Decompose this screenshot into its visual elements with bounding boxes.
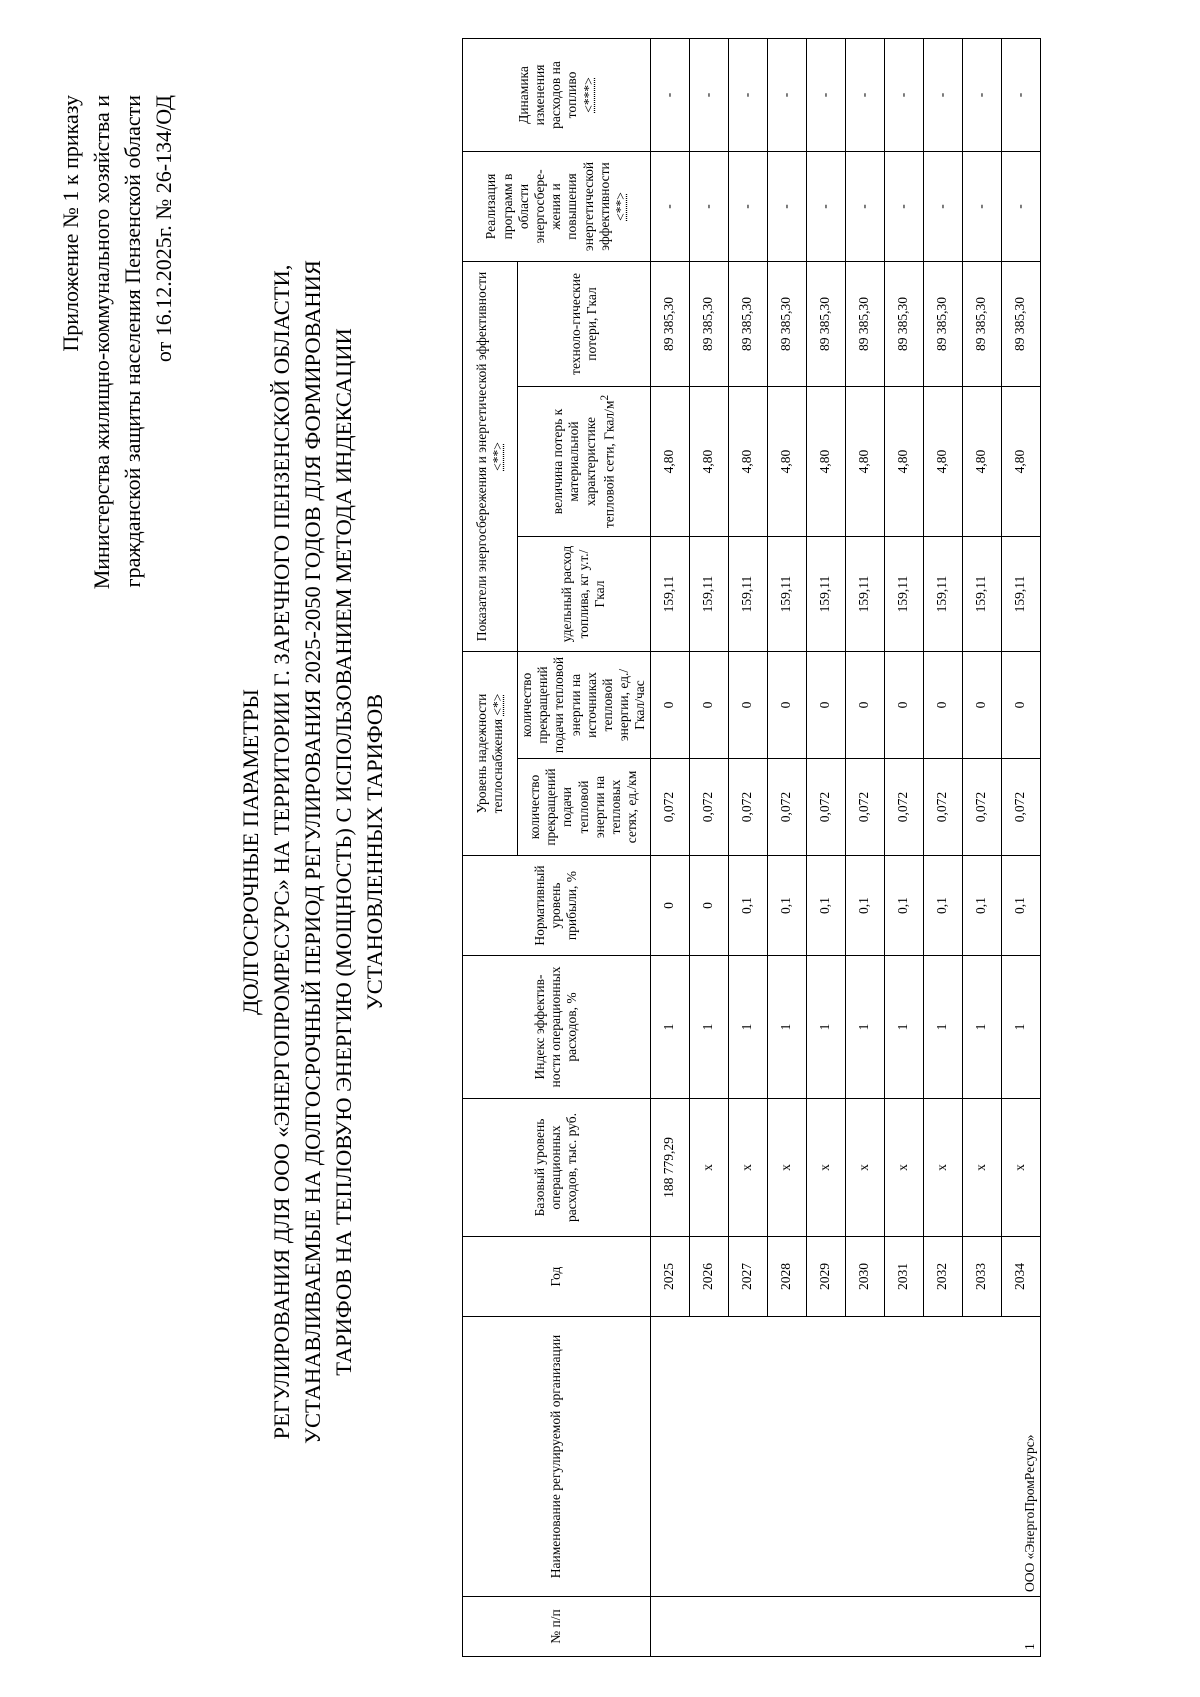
cell-loss-ratio: 4,80 — [650, 387, 689, 537]
cell-rel-network: 0,072 — [845, 759, 884, 856]
cell-tech-losses: 89 385,30 — [962, 261, 1001, 386]
cell-fuel-rate: 159,11 — [962, 537, 1001, 652]
cell-programs: - — [962, 151, 1001, 261]
cell-tech-losses: 89 385,30 — [806, 261, 845, 386]
cell-programs: - — [845, 151, 884, 261]
efficiency-label: Показатели энергосбережения и энергетической эффективности — [473, 271, 489, 642]
cell-fuel-rate: 159,11 — [884, 537, 923, 652]
reliability-label: Уровень надежности теплоснабжения — [473, 693, 505, 814]
cell-year: 2026 — [689, 1237, 728, 1317]
cell-rel-source: 0 — [845, 652, 884, 759]
programs-label: Реализация программ в области энергосбере-жения и повышения энергетической эффективности — [483, 161, 612, 252]
cell-fuel-dynamics: - — [884, 38, 923, 151]
cell-base: 188 779,29 — [650, 1099, 689, 1237]
cell-base: x — [884, 1099, 923, 1237]
appendix-note — [55, 95, 179, 589]
cell-profit: 0,1 — [767, 856, 806, 956]
cell-rel-source: 0 — [728, 652, 767, 759]
header-energy-efficiency — [463, 261, 518, 651]
cell-programs: - — [767, 151, 806, 261]
cell-base: x — [806, 1099, 845, 1237]
cell-index: 1 — [845, 956, 884, 1099]
cell-rel-network: 0,072 — [689, 759, 728, 856]
cell-profit: 0,1 — [806, 856, 845, 956]
header-fuel-dynamics — [463, 38, 651, 151]
appendix-line: от 16.12.2025г. № 26-134/ОД — [151, 95, 176, 363]
cell-index: 1 — [728, 956, 767, 1099]
cell-loss-ratio: 4,80 — [1001, 387, 1040, 537]
header-rel-network: количество прекращений подачи тепловой энергии на тепловых сетях, ед./км — [518, 759, 651, 856]
cell-loss-ratio: 4,80 — [884, 387, 923, 537]
cell-index: 1 — [767, 956, 806, 1099]
cell-base: x — [689, 1099, 728, 1237]
reliability-ref: <*> — [490, 693, 505, 716]
table-row — [650, 38, 689, 1656]
header-tech-losses: техноло-гические потери, Гкал — [518, 261, 651, 386]
document-title — [235, 117, 390, 1587]
cell-rel-network: 0,072 — [767, 759, 806, 856]
cell-fuel-rate: 159,11 — [767, 537, 806, 652]
cell-rel-source: 0 — [884, 652, 923, 759]
cell-tech-losses: 89 385,30 — [923, 261, 962, 386]
cell-rel-network: 0,072 — [1001, 759, 1040, 856]
cell-index: 1 — [923, 956, 962, 1099]
cell-programs: - — [689, 151, 728, 261]
cell-tech-losses: 89 385,30 — [728, 261, 767, 386]
row-number: 1 — [650, 1597, 1040, 1657]
cell-rel-network: 0,072 — [650, 759, 689, 856]
cell-fuel-rate: 159,11 — [689, 537, 728, 652]
parameters-table — [462, 38, 1041, 1657]
cell-fuel-dynamics: - — [767, 38, 806, 151]
cell-rel-network: 0,072 — [728, 759, 767, 856]
cell-year: 2029 — [806, 1237, 845, 1317]
cell-fuel-dynamics: - — [962, 38, 1001, 151]
cell-programs: - — [923, 151, 962, 261]
cell-tech-losses: 89 385,30 — [845, 261, 884, 386]
cell-year: 2030 — [845, 1237, 884, 1317]
loss-label: величина потерь к материальной характеристике тепловой сети, Гкал/м — [550, 400, 617, 529]
cell-year: 2031 — [884, 1237, 923, 1317]
cell-profit: 0,1 — [845, 856, 884, 956]
cell-index: 1 — [1001, 956, 1040, 1099]
appendix-line: Приложение № 1 к приказу — [58, 95, 83, 352]
header-fuel-rate: удельный расход топлива, кг у.т./Гкал — [518, 537, 651, 652]
cell-index: 1 — [806, 956, 845, 1099]
cell-fuel-dynamics: - — [845, 38, 884, 151]
appendix-line: гражданской защиты населения Пензенской области — [120, 95, 145, 588]
header-programs — [463, 151, 651, 261]
cell-rel-source: 0 — [650, 652, 689, 759]
cell-programs: - — [806, 151, 845, 261]
appendix-line: Министерства жилищно-коммунального хозяйства и — [89, 95, 114, 590]
loss-sup: 2 — [598, 394, 611, 401]
cell-index: 1 — [650, 956, 689, 1099]
header-loss-ratio — [518, 387, 651, 537]
efficiency-ref: <**> — [490, 442, 505, 471]
cell-fuel-dynamics: - — [689, 38, 728, 151]
cell-fuel-rate: 159,11 — [923, 537, 962, 652]
cell-year: 2033 — [962, 1237, 1001, 1317]
org-name: ООО «ЭнергоПромРесурс» — [650, 1317, 1040, 1597]
cell-profit: 0,1 — [884, 856, 923, 956]
cell-tech-losses: 89 385,30 — [767, 261, 806, 386]
cell-fuel-rate: 159,11 — [806, 537, 845, 652]
cell-rel-network: 0,072 — [806, 759, 845, 856]
cell-fuel-dynamics: - — [650, 38, 689, 151]
cell-loss-ratio: 4,80 — [845, 387, 884, 537]
cell-fuel-dynamics: - — [806, 38, 845, 151]
cell-index: 1 — [884, 956, 923, 1099]
title-line: РЕГУЛИРОВАНИЯ ДЛЯ ООО «ЭНЕРГОПРОМРЕСУРС» НА ТЕРРИТОРИИ Г. ЗАРЕЧНОГО ПЕНЗЕНСКОЙ ОБЛАСТИ, — [269, 264, 294, 1440]
cell-fuel-rate: 159,11 — [1001, 537, 1040, 652]
cell-base: x — [1001, 1099, 1040, 1237]
header-year: Год — [463, 1237, 651, 1317]
cell-year: 2028 — [767, 1237, 806, 1317]
cell-fuel-rate: 159,11 — [728, 537, 767, 652]
title-line: УСТАНОВЛЕННЫХ ТАРИФОВ — [362, 693, 387, 1011]
cell-loss-ratio: 4,80 — [767, 387, 806, 537]
cell-fuel-rate: 159,11 — [650, 537, 689, 652]
header-reliability — [463, 652, 518, 856]
cell-profit: 0,1 — [923, 856, 962, 956]
cell-profit: 0,1 — [728, 856, 767, 956]
cell-fuel-dynamics: - — [923, 38, 962, 151]
header-org: Наименование регулируемой организации — [463, 1317, 651, 1597]
title-line: ТАРИФОВ НА ТЕПЛОВУЮ ЭНЕРГИЮ (МОЩНОСТЬ) С ИСПОЛЬЗОВАНИЕМ МЕТОДА ИНДЕКСАЦИИ — [331, 328, 356, 1376]
header-profit-level: Нормативный уровень прибыли, % — [463, 856, 651, 956]
cell-rel-source: 0 — [923, 652, 962, 759]
cell-base: x — [728, 1099, 767, 1237]
cell-loss-ratio: 4,80 — [806, 387, 845, 537]
cell-profit: 0 — [689, 856, 728, 956]
cell-base: x — [845, 1099, 884, 1237]
cell-profit: 0,1 — [1001, 856, 1040, 956]
cell-rel-network: 0,072 — [884, 759, 923, 856]
cell-programs: - — [650, 151, 689, 261]
cell-index: 1 — [689, 956, 728, 1099]
cell-fuel-dynamics: - — [728, 38, 767, 151]
cell-rel-source: 0 — [806, 652, 845, 759]
cell-rel-source: 0 — [689, 652, 728, 759]
cell-programs: - — [1001, 151, 1040, 261]
cell-rel-source: 0 — [767, 652, 806, 759]
cell-profit: 0,1 — [962, 856, 1001, 956]
cell-tech-losses: 89 385,30 — [884, 261, 923, 386]
dynamics-label: Динамика изменения расходов на топливо — [515, 61, 580, 129]
title-line: УСТАНАВЛИВАЕМЫЕ НА ДОЛГОСРОЧНЫЙ ПЕРИОД РЕГУЛИРОВАНИЯ 2025-2050 ГОДОВ ДЛЯ ФОРМИРОВАНИЯ — [300, 260, 325, 1444]
header-base-costs: Базовый уровень операционных расходов, тыс. руб. — [463, 1099, 651, 1237]
cell-tech-losses: 89 385,30 — [650, 261, 689, 386]
cell-fuel-dynamics: - — [1001, 38, 1040, 151]
cell-year: 2032 — [923, 1237, 962, 1317]
cell-programs: - — [728, 151, 767, 261]
cell-tech-losses: 89 385,30 — [1001, 261, 1040, 386]
header-rel-source: количество прекращений подачи тепловой энергии на источниках тепловой энергии, ед./Гкал/час — [518, 652, 651, 759]
cell-loss-ratio: 4,80 — [962, 387, 1001, 537]
cell-rel-source: 0 — [962, 652, 1001, 759]
cell-rel-network: 0,072 — [923, 759, 962, 856]
cell-programs: - — [884, 151, 923, 261]
header-efficiency-index: Индекс эффектив-ности операционных расходов, % — [463, 956, 651, 1099]
cell-rel-source: 0 — [1001, 652, 1040, 759]
cell-index: 1 — [962, 956, 1001, 1099]
cell-base: x — [767, 1099, 806, 1237]
dynamics-ref: <***> — [580, 77, 596, 113]
cell-loss-ratio: 4,80 — [689, 387, 728, 537]
cell-loss-ratio: 4,80 — [923, 387, 962, 537]
programs-ref: <**> — [612, 192, 628, 221]
cell-base: x — [923, 1099, 962, 1237]
cell-profit: 0 — [650, 856, 689, 956]
cell-rel-network: 0,072 — [962, 759, 1001, 856]
cell-fuel-rate: 159,11 — [845, 537, 884, 652]
cell-year: 2034 — [1001, 1237, 1040, 1317]
cell-year: 2025 — [650, 1237, 689, 1317]
cell-year: 2027 — [728, 1237, 767, 1317]
cell-tech-losses: 89 385,30 — [689, 261, 728, 386]
cell-base: x — [962, 1099, 1001, 1237]
cell-loss-ratio: 4,80 — [728, 387, 767, 537]
title-line: ДОЛГОСРОЧНЫЕ ПАРАМЕТРЫ — [238, 688, 263, 1016]
header-num: № п/п — [463, 1597, 651, 1657]
